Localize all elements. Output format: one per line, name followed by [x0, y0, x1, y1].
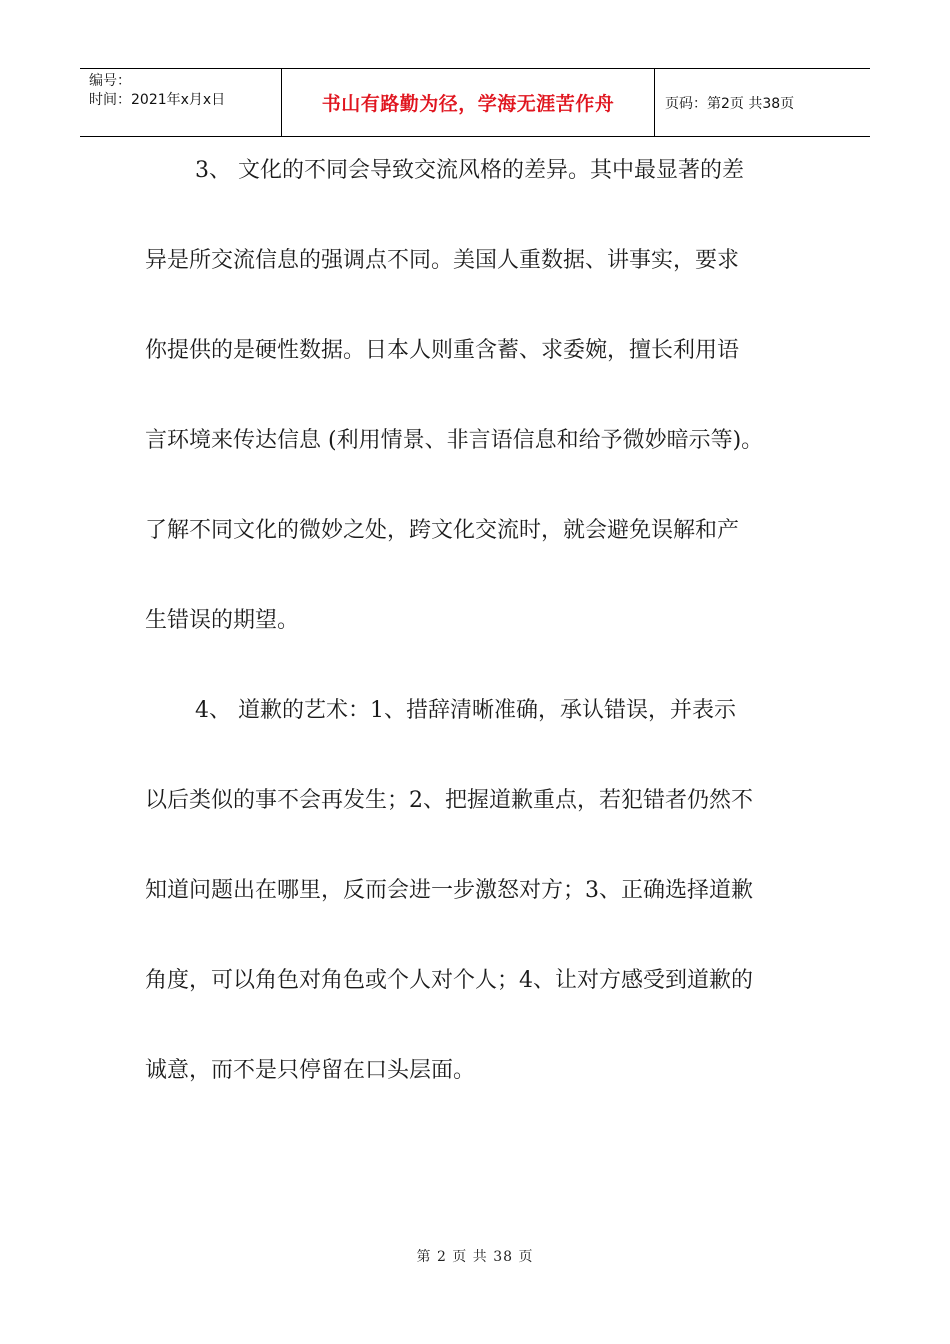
- paragraph-line: 诚意，而不是只停留在口头层面。: [145, 1058, 476, 1083]
- number-label: 编号：: [89, 73, 131, 89]
- paragraph-line: 言环境来传达信息 (利用情景、非言语信息和给予微妙暗示等)。: [145, 428, 764, 453]
- paragraph-4: [145, 696, 813, 1086]
- paragraph-line: 3、 文化的不同会导致交流风格的差异。其中最显著的差: [195, 158, 744, 183]
- paragraph-line: 异是所交流信息的强调点不同。美国人重数据、讲事实，要求: [145, 248, 740, 273]
- header-meta-cell: [80, 69, 282, 136]
- document-header: [80, 68, 870, 137]
- header-motto: 书山有路勤为径，学海无涯苦作舟: [282, 69, 655, 136]
- paragraph-line: 生错误的期望。: [145, 608, 300, 633]
- paragraph-line: 你提供的是硬性数据。日本人则重含蓄、求委婉，擅长利用语: [145, 338, 740, 363]
- paragraph-line: 知道问题出在哪里，反而会进一步激怒对方；3、正确选择道歉: [145, 878, 753, 903]
- page-footer: 第 2 页 共 38 页: [416, 1249, 534, 1265]
- paragraph-line: 了解不同文化的微妙之处，跨文化交流时，就会避免误解和产: [145, 518, 740, 543]
- document-body: [145, 156, 813, 1086]
- paragraph-3: [145, 156, 813, 636]
- paragraph-line: 4、 道歉的艺术：1、措辞清晰准确，承认错误，并表示: [195, 698, 736, 723]
- paragraph-line: 以后类似的事不会再发生；2、把握道歉重点，若犯错者仍然不: [145, 788, 753, 813]
- time-label: 时间：2021年x月x日: [89, 92, 226, 108]
- header-page-info: 页码：第2页 共38页: [665, 95, 795, 112]
- paragraph-line: 角度，可以角色对角色或个人对个人；4、让对方感受到道歉的: [145, 968, 753, 993]
